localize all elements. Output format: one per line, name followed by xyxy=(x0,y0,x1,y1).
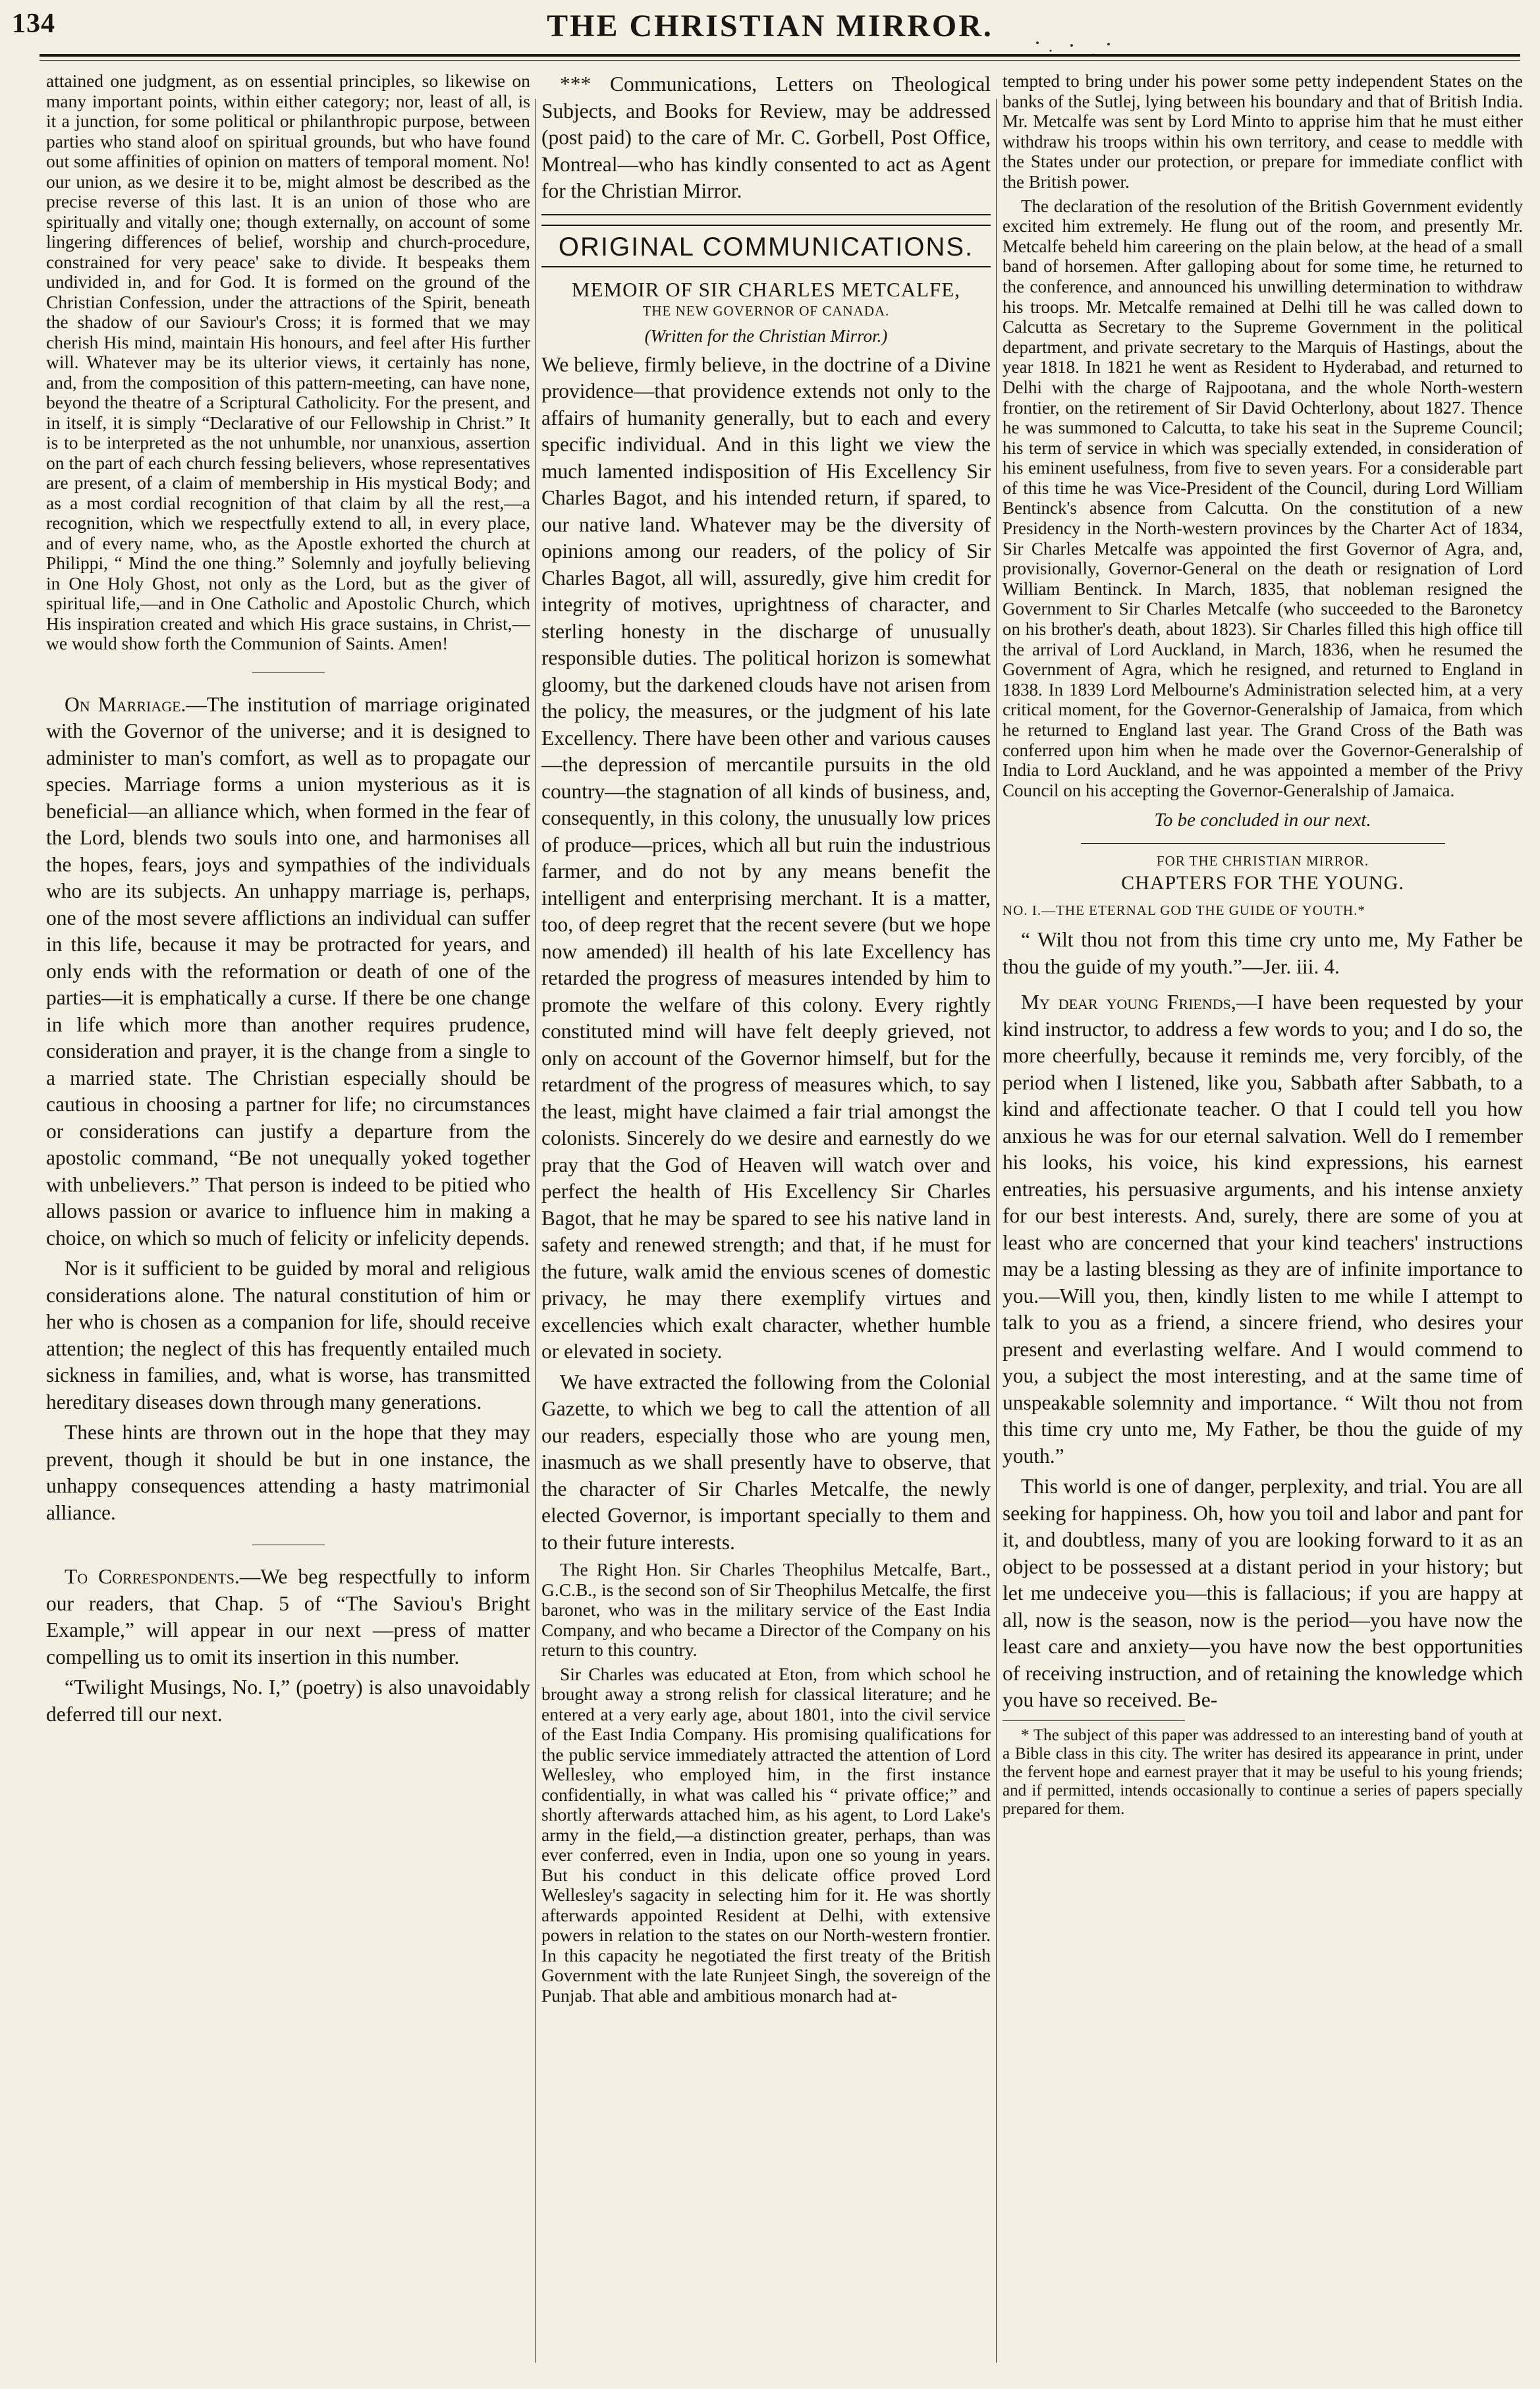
correspondents-paragraph xyxy=(46,1564,530,1670)
column-right xyxy=(1003,71,1523,2376)
correspondents-paragraph-2: “Twilight Musings, No. I,” (poetry) is also unavoidably deferred till our next. xyxy=(46,1676,530,1726)
to-be-concluded: To be concluded in our next. xyxy=(1154,810,1371,831)
chapter-paragraph-2: This world is one of danger, perplexity, and trial. You are all seeking for happiness. Oh, how you toil and labor and pant for it, and doubtless, many of you are looking forward to it as an object to be possessed at a distant period in your history; but let me undeceive you—this is fallacious; if you are happy at all, now is the season, now is the period—you have now the least care and anxiety—you have now the best opportunities of receiving instruction, and of retaining the knowledge which you have so received. Be- xyxy=(1003,1475,1523,1712)
header-rule xyxy=(40,54,1520,57)
union-article-paragraph: attained one judgment, as on essential principles, so likewise on many important points, within either category; nor, least of all, is it a junction, for some political or philanthropic purpose, between parties who stand aloof on spiritual grounds, but who have found out some affinities of opinion on matters of temporal moment. No! our union, as we desire it to be, might almost be described as the precise reverse of this last. It is an union of those who are spiritually and vitally one; though externally, on account of some lingering differences of belief, worship and church-procedure, constrained for very peace' sake to divide. It bespeaks them undivided in, and for God. It is formed on the ground of the Christian Confession, under the attractions of the Spirit, beneath the shadow of our Saviour's Cross; it is formed that we may cherish His mind, maintain His honours, and feel after His further will. Whatever may be its ulterior views, it certainly has none, and, from the composition of this pattern-meeting, can have none, beyond the theatre of a Scriptural Catholicity. For the present, and in itself, it is simply “Declarative of our Fellowship in Christ.” It is to be interpreted as the not unhumble, nor unanxious, assertion on the part of each church fessing believers, whose representatives are present, of a claim of membership in His mystical Body; and as a most cordial recognition of that claim by all the rest,—a recognition, which we respectfully extend to all, in every place, and of every name, who, as the Apostle exhorted the church at Philippi, “ Mind the one thing.” Solemnly and joyfully believing in One Holy Ghost, not only as the Lord, but as the giver of spiritual life,—and in One Catholic and Apostolic Church, which His inspiration created and which His grace sustains, in Christ,—we would show forth the Communion of Saints. Amen! xyxy=(46,71,530,653)
page-title: THE CHRISTIAN MIRROR. xyxy=(547,9,993,43)
memoir-paragraph-2: We have extracted the following from the Colonial Gazette, to which we beg to call the attention of all our readers, especially those who are young men, inasmuch as we shall presently have to observe, that the character of Sir Charles Metcalfe, the newly elected Governor, is important specially to them and to their future interests. xyxy=(541,1370,991,1554)
marriage-article-paragraph xyxy=(46,692,530,1252)
column-middle xyxy=(541,71,991,2376)
scripture-quote: “ Wilt thou not from this time cry unto me, My Father be thou the guide of my youth.”—Jer. iii. 4. xyxy=(1003,928,1523,978)
footnote-rule xyxy=(1003,1720,1185,1721)
salutation: My dear young Friends, xyxy=(1021,991,1236,1014)
notice-text: *** Communications, Letters on Theological Subjects, and Books for Review, may be addressed (post paid) to the care of Mr. C. Gorbell, Post Office, Montreal—who has kindly consented to act as Agent for the Christian Mirror. xyxy=(541,72,991,202)
column-divider xyxy=(535,99,536,2363)
memoir-paragraph-3: The Right Hon. Sir Charles Theophilus Metcalfe, Bart., G.C.B., is the second son of Sir Theophilus Metcalfe, the first baronet, who was in the military service of the East India Company, and who became a Director of the Company on his return to this country. xyxy=(541,1559,991,1660)
marriage-text: —The institution of marriage originated with the Governor of the universe; and it is designed to administer to man's comfort, as well as to propagate our species. Marriage forms a union mysterious as it is beneficial—an alliance which, when formed in the fear of the Lord, blends two souls into one, and harmonises all the hopes, fears, joys and sympathies of the individuals who are its subjects. An unhappy marriage is, perhaps, one of the most severe afflictions an individual can suffer in this life, because it may be protracted for years, and only ends with the reformation or death of one of the parties—it is emphatically a curse. If there be one change in life which more than another requires prudence, consideration and prayer, it is the change from a single to a married state. The Christian especially should be cautious in choosing a partner for life; no circumstances or considerations can justify a departure from the apostolic command, “Be not unequally yoked together with unbelievers.” That person is indeed to be pitied who allows passion or avarice to influence him in making a choice, on which so much of felicity or infelicity depends. xyxy=(46,692,530,1249)
marriage-paragraph-3: These hints are thrown out in the hope that they may prevent, though it should be but in one instance, the unhappy consequences attending a hasty matrimonial alliance. xyxy=(46,1421,530,1524)
for-label: FOR THE CHRISTIAN MIRROR. xyxy=(1156,853,1369,869)
correspondents-heading: To Correspondents. xyxy=(65,1565,240,1588)
header-rule-thin xyxy=(40,60,1520,61)
communications-notice xyxy=(541,71,991,215)
memoir-subtitle: THE NEW GOVERNOR OF CANADA. xyxy=(642,302,890,319)
memoir-continued-1: tempted to bring under his power some petty independent States on the banks of the Sutlej, lying between his boundary and that of British India. Mr. Metcalfe was sent by Lord Minto to apprise him that he must either withdraw his troops within his own territory, and cease to meddle with the States under our protection, or prepare for immediate conflict with the British power. xyxy=(1003,71,1523,192)
column-left xyxy=(46,71,530,2376)
footnote: * The subject of this paper was addressed to an interesting band of youth at a Bible class in this city. The writer has desired its appearance in print, under the fervent hope and earnest prayer that it may be useful to his young friends; and if permitted, intends occasionally to continue a series of papers specially prepared for them. xyxy=(1003,1726,1523,1818)
attribution: (Written for the Christian Mirror.) xyxy=(644,325,888,346)
chapter-text: —I have been requested by your kind instructor, to address a few words to you; and I do so, the more cheerfully, because it reminds me, very forcibly, of the period when I listened, like you, Sabbath after Sabbath, to a kind and affectionate teacher. O that I could tell you how anxious he was for our eternal salvation. Well do I remember his looks, his voice, his kind expressions, his earnest entreaties, his persuasive arguments, and his intense anxiety for our best interests. And, surely, there are some of you at least who are concerned that your kind teachers' instructions may be a lasting blessing as they are of infinite importance to you.—Will you, then, kindly listen to me while I attempt to talk to you as a friend, a sincere friend, who desires your present and everlasting welfare. And I would commend to you, a subject the most interesting, and at the same time of unspeakable solemnity and importance. “ Wilt thou not from this time cry unto me, My Father, be thou the guide of my youth.” xyxy=(1003,991,1523,1468)
memoir-continued-2: The declaration of the resolution of the British Government evidently excited him extremely. He flung out of the room, and presently Mr. Metcalfe beheld him careering on the plain below, at the head of a small band of horsemen. After galloping about for some time, he returned to the conference, and announced his unwilling determination to withdraw his troops. Mr. Metcalfe remained at Delhi till he was called down to Calcutta as Secretary to the Supreme Government in the political department, and private secretary to the Marquis of Hastings, about the year 1818. In 1821 he went as Resident to Hyderabad, and returned to Delhi with the charge of Rajpootana, and the whole North-western frontier, on the retirement of Sir David Ochterlony, about 1827. Thence he was summoned to Calcutta, to take his seat in the Supreme Council; his term of service in which was specially extended, in consideration of his eminent usefulness, from five to seven years. For a considerable part of this time he was Vice-President of the Council, during Lord William Bentinck's absence from Calcutta. On the constitution of a new Presidency in the North-western provinces by the Charter Act of 1834, Sir Charles Metcalfe was appointed the first Governor of Agra, and, provisionally, Governor-General on the death or resignation of Lord William Bentinck. In March, 1835, that nobleman resigned the Government to Sir Charles Metcalfe (who succeeded to the Baronetcy on his brother's death, about 1823). Sir Charles filled this high office till the arrival of Lord Auckland, in March, 1836, when he resumed the Government of Agra, which he resigned, and returned to England in 1838. In 1839 Lord Melbourne's Administration selected him, at a very critical moment, for the Governor-Generalship of Jamaica, from which he returned to England last year. The Grand Cross of the Bath was conferred upon him when he made over the Governor-Generalship of India to Lord Auckland, and he was appointed a member of the Privy Council on his accepting the Governor-Generalship of Jamaica. xyxy=(1003,196,1523,800)
memoir-paragraph-1: We believe, firmly believe, in the doctrine of a Divine providence—that providence extends not only to the affairs of humanity generally, but to each and every specific individual. And in this light we view the much lamented indisposition of His Excellency Sir Charles Bagot, and his intended return, if spared, to our native land. Whatever may be the diversity of opinions among our readers, of the policy of Sir Charles Bagot, all will, assuredly, give him credit for integrity of motives, uprightness of character, and sterling honesty in the discharge of unusually responsible duties. The political horizon is somewhat gloomy, but the darkened clouds have not arisen from the policy, the measures, or the judgment of his late Excellency. There have been other and various causes—the depression of mercantile pursuits in the old country—the stagnation of all kinds of business, and, consequently, in this colony, the unusually low prices of produce—prices, which all but ruin the industrious farmer, and do not by any means benefit the intelligent and enterprising merchant. It is a matter, too, of deep regret that the recent severe (but we hope now amended) ill health of his late Excellency has retarded the progress of measures intended by him to promote the welfare of this colony. Every rightly constituted mind will have felt deeply grieved, not only on account of the Governor himself, but for the retardment of the progress of measures which, to say the least, might have claimed a fair trial amongst the colonists. Sincerely do we desire and earnestly do we pray that the God of Heaven will watch over and perfect the health of His Excellency Sir Charles Bagot, that he may be spared to see his native land in safety and renewed strength; and that, if he must for the future, walk amid the envious scenes of domestic privacy, he may there exemplify virtues and excellencies which exalt character, whether humble or elevated in society. xyxy=(541,352,991,1363)
column-divider xyxy=(996,99,997,2363)
separator xyxy=(1081,843,1445,844)
page-number: 134 xyxy=(12,9,55,39)
memoir-paragraph-4: Sir Charles was educated at Eton, from which school he brought away a strong relish for classical literature; and he entered at a very early age, about 1801, into the civil service of the East India Company. His promising qualifications for the public service immediately attracted the attention of Lord Wellesley, who employed him, in the first instance confidentially, in what was called his “ private office;” and shortly afterwards attached him, as his agent, to Lord Lake's army in the field,—a distinction greater, perhaps, than was ever conferred, even in India, upon one so young in years. But his conduct in this delicate office proved Lord Wellesley's sagacity in selecting him for it. He was shortly afterwards appointed Resident at Delhi, with extensive powers in relation to the states on our North-western frontier. In this capacity he negotiated the first treaty of the British Government with the late Runjeet Singh, the sovereign of the Punjab. That able and ambitious monarch had at- xyxy=(541,1663,991,2006)
correspondents-text: —We beg respectfully to inform our readers, that Chap. 5 of “The Saviou's Bright Example,” will appear in our next —press of matter compelling us to omit its insertion in this number. xyxy=(46,1565,530,1668)
marriage-paragraph-2: Nor is it sufficient to be guided by moral and religious considerations alone. The natural constitution of him or her who is chosen as a companion for life, should receive attention; the neglect of this has frequently entailed much sickness in families, and, what is worse, has transmitted hereditary diseases down through many generations. xyxy=(46,1257,530,1414)
marriage-heading: On Marriage. xyxy=(65,692,186,716)
section-heading: ORIGINAL COMMUNICATIONS. xyxy=(541,225,991,267)
chapters-heading: CHAPTERS FOR THE YOUNG. xyxy=(1121,872,1404,894)
chapter-number: NO. I.—THE ETERNAL GOD THE GUIDE OF YOUTH.* xyxy=(1003,902,1365,919)
ink-blemish xyxy=(1031,36,1116,63)
chapter-paragraph-1 xyxy=(1003,989,1523,1469)
memoir-title: MEMOIR OF SIR CHARLES METCALFE, xyxy=(572,277,960,301)
